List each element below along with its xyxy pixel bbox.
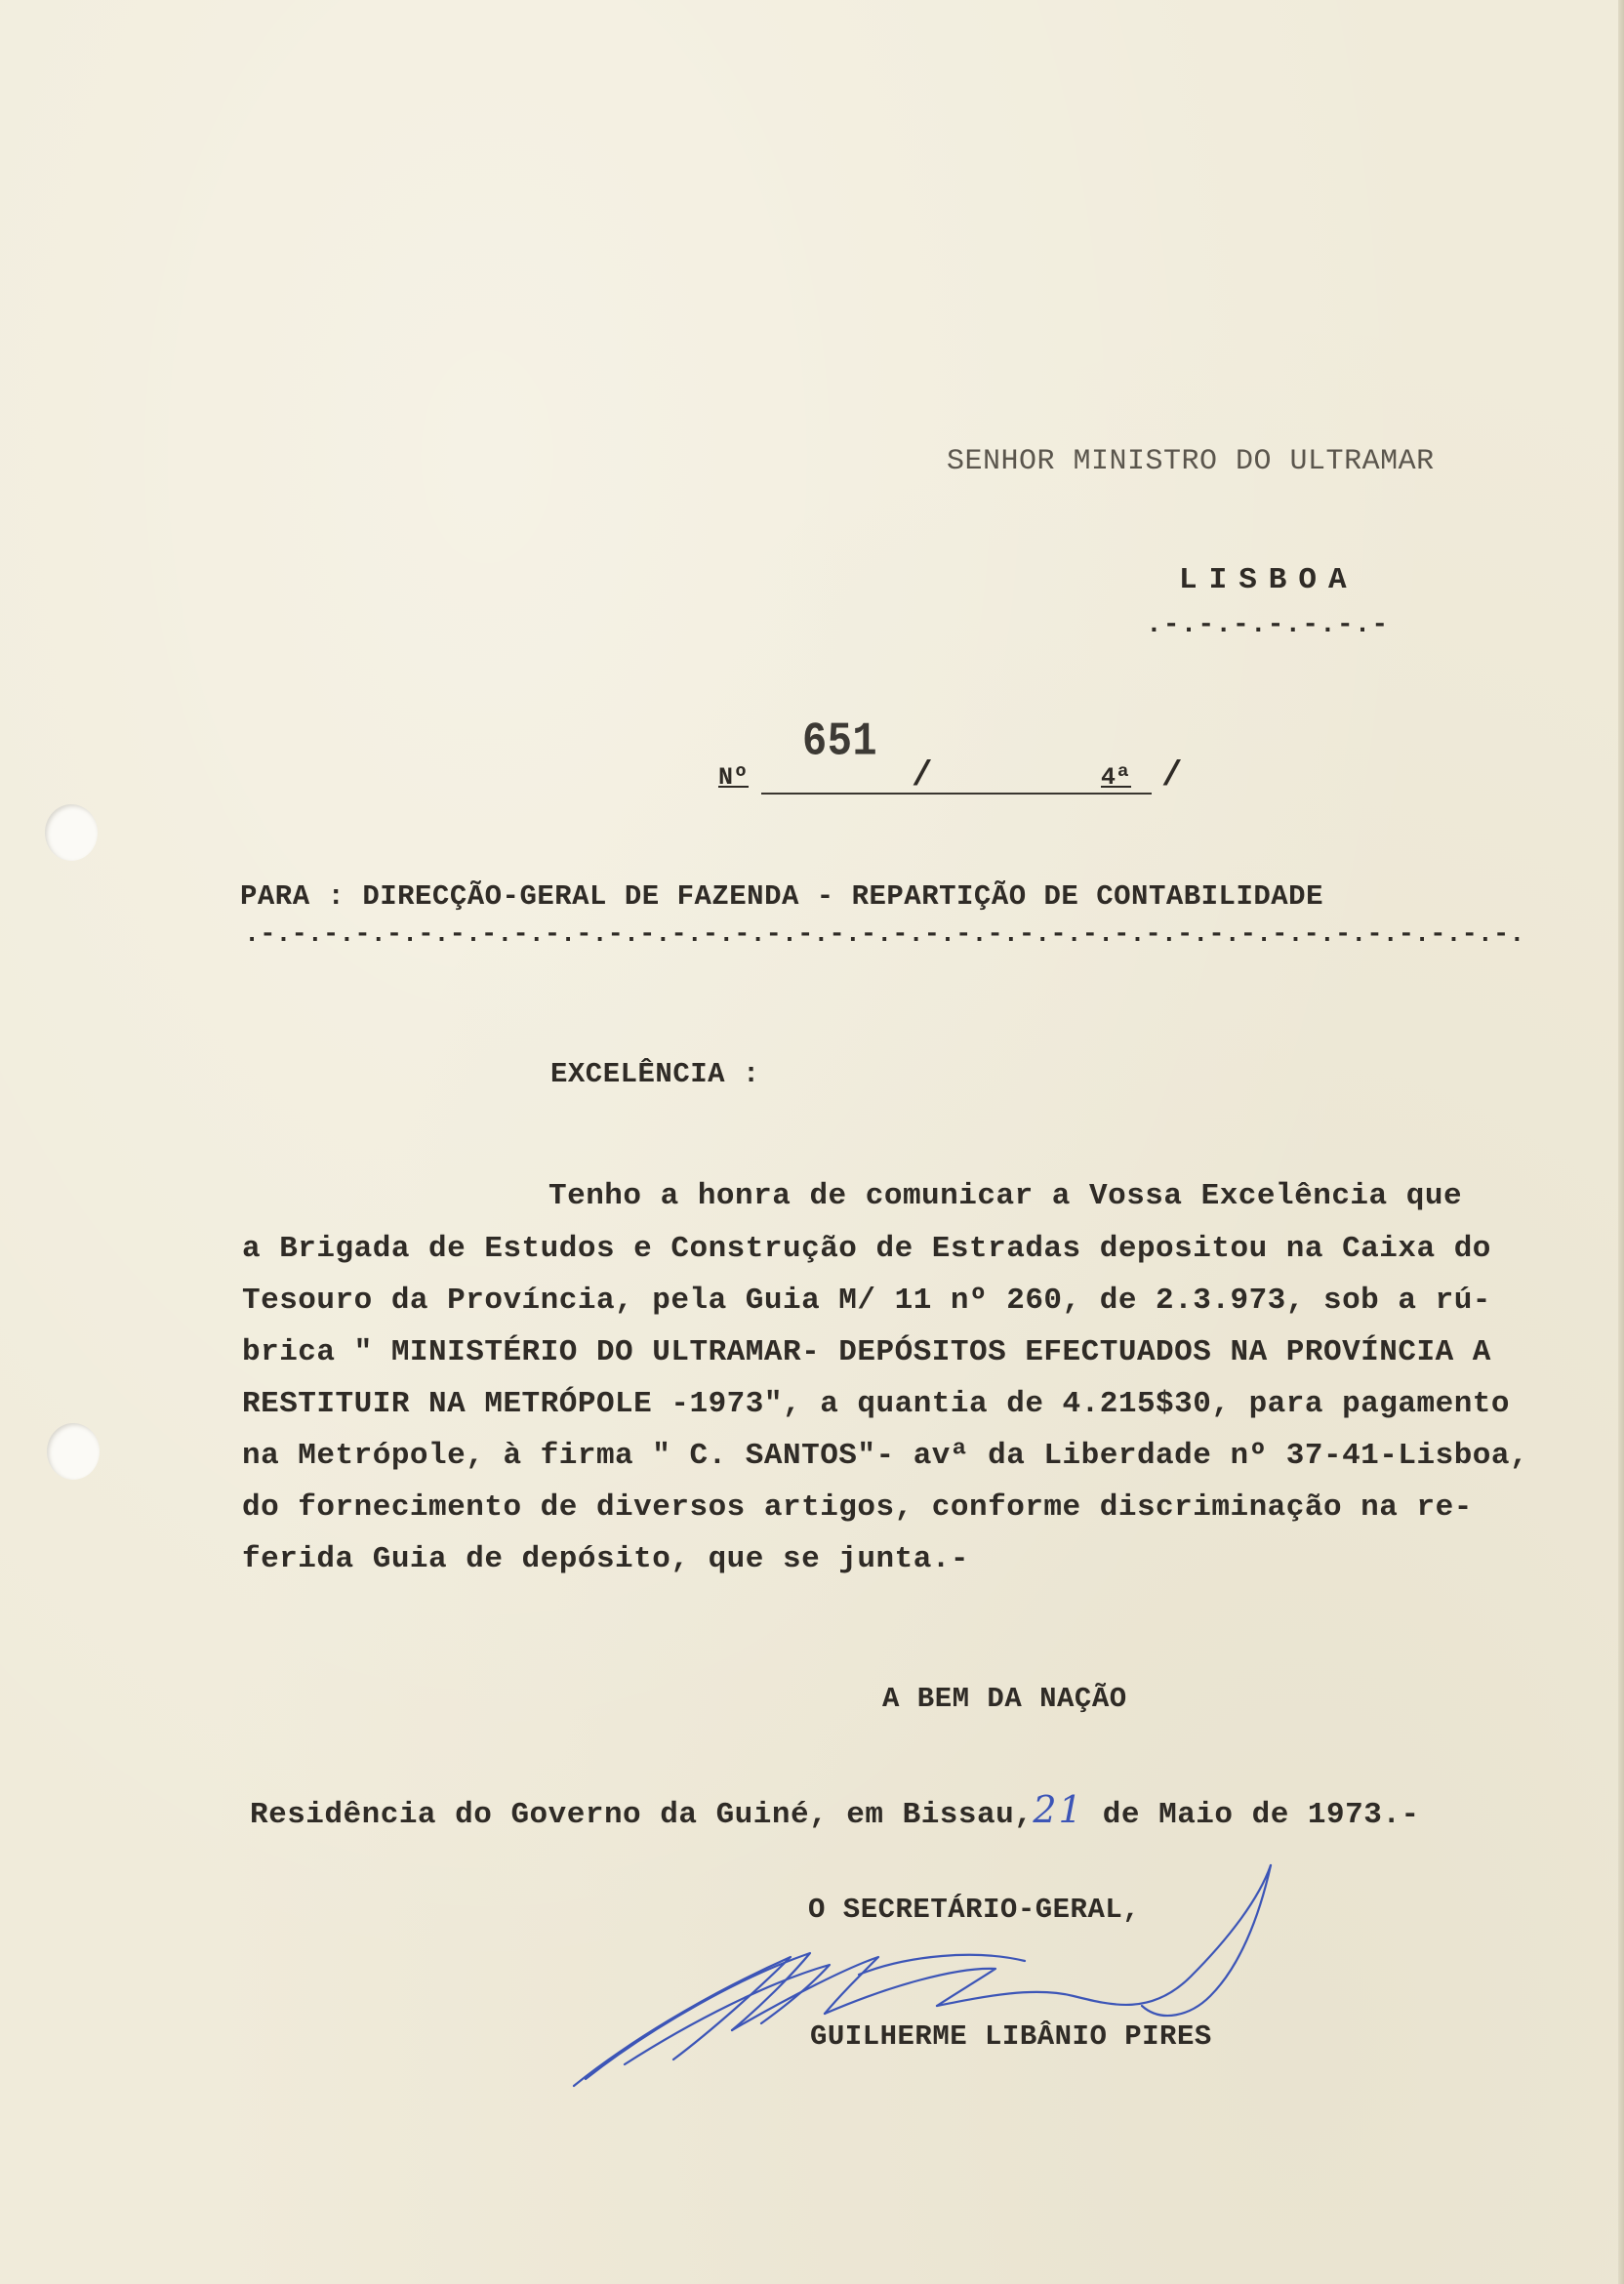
body-line: RESTITUIR NA METRÓPOLE -1973", a quantia de 4.215$30, para pagamento — [242, 1387, 1511, 1421]
number-series: 4ª — [1101, 763, 1132, 792]
body-line: Tesouro da Província, pela Guia M/ 11 nº 260, de 2.3.973, sob a rú- — [242, 1284, 1491, 1318]
destination-city: LISBOA — [1179, 563, 1359, 597]
place-and-date — [250, 1788, 1420, 1832]
place-date-suffix: de Maio de 1973.- — [1102, 1798, 1420, 1832]
body-line: na Metrópole, à firma " C. SANTOS"- avª da Liberdade nº 37-41-Lisboa, — [242, 1439, 1529, 1473]
salutation: EXCELÊNCIA : — [550, 1058, 760, 1090]
handwritten-day: 21 — [1033, 1788, 1084, 1831]
body-line: brica " MINISTÉRIO DO ULTRAMAR- DEPÓSITOS EFECTUADOS NA PROVÍNCIA A — [242, 1335, 1491, 1369]
punch-hole — [45, 804, 98, 861]
signatory-name: GUILHERME LIBÂNIO PIRES — [810, 2020, 1212, 2053]
place-date-prefix: Residência do Governo da Guiné, em Bissau, — [250, 1798, 1034, 1832]
document-number: 651 — [802, 714, 878, 769]
body-line: a Brigada de Estudos e Construção de Estradas depositou na Caixa do — [242, 1232, 1491, 1266]
recipient-underline-rule: .-.-.-.-.-.-.-.-.-.-.-.-.-.-.-.-.-.-.-.-.-.-.-.-.-.-.-.-.-.-.-.-.-.-.-.-.-.-.-.-. — [244, 920, 1525, 950]
recipient-line: PARA : DIRECÇÃO-GERAL DE FAZENDA - REPARTIÇÃO DE CONTABILIDADE — [240, 880, 1323, 913]
number-label: Nº — [718, 763, 750, 792]
body-line: ferida Guia de depósito, que se junta.- — [242, 1542, 970, 1576]
body-line: Tenho a honra de comunicar a Vossa Excelência que — [548, 1179, 1463, 1213]
number-rule — [761, 793, 1152, 795]
closing-motto: A BEM DA NAÇÃO — [882, 1683, 1127, 1715]
body-line: do fornecimento de diversos artigos, conforme discriminação na re- — [242, 1490, 1473, 1525]
city-underline-rule: .-.-.-.-.-.-.- — [1146, 610, 1390, 640]
punch-hole — [47, 1423, 100, 1480]
number-separator: / — [912, 755, 934, 795]
addressee: SENHOR MINISTRO DO ULTRAMAR — [947, 445, 1435, 478]
signatory-title: O SECRETÁRIO-GERAL, — [808, 1894, 1141, 1926]
number-separator: / — [1161, 755, 1184, 795]
paper-edge — [1618, 0, 1624, 2284]
